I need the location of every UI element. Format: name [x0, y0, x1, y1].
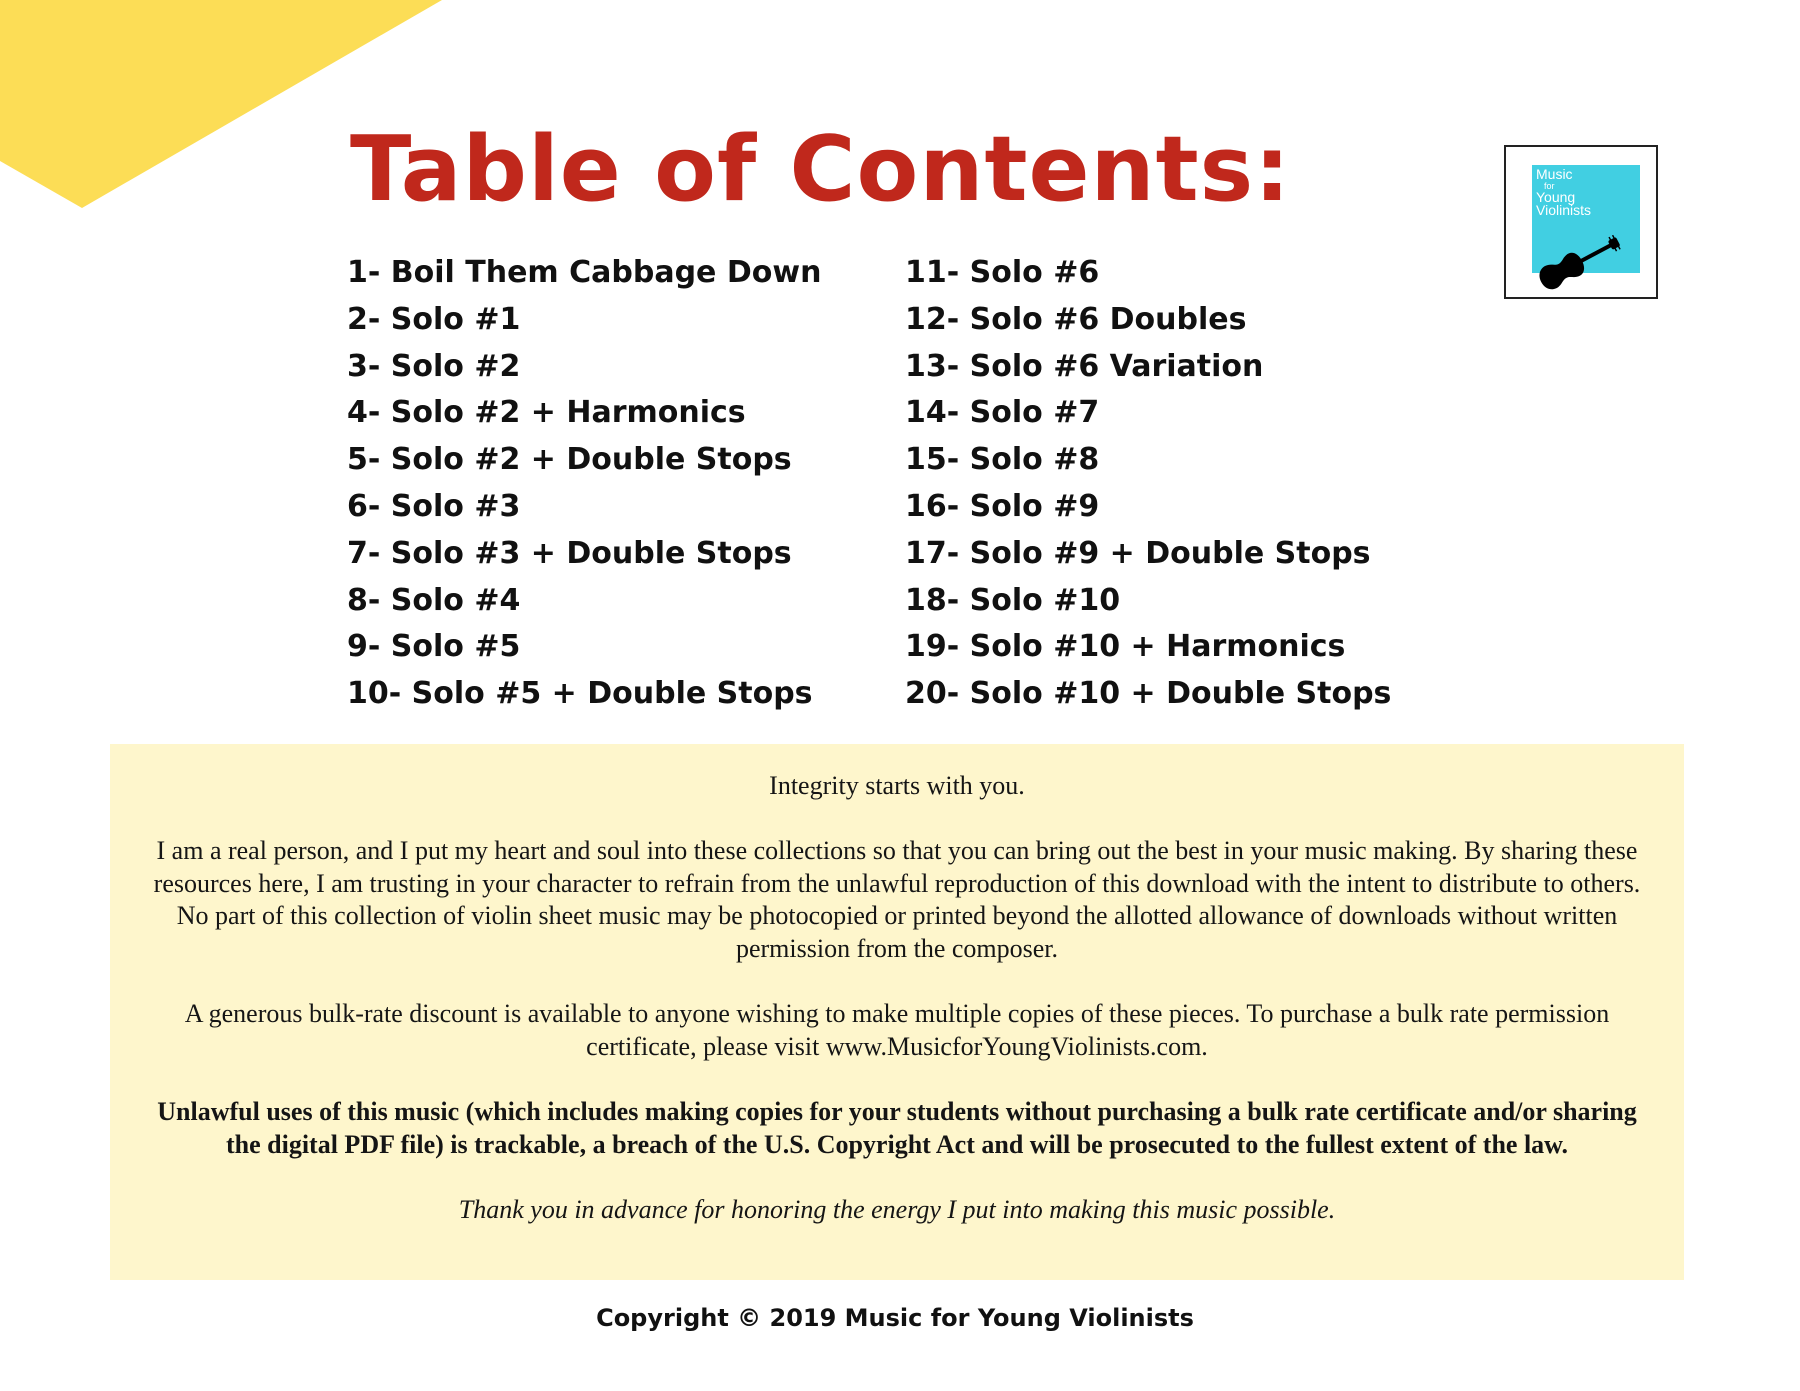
toc-item: 2- Solo #1: [347, 301, 521, 337]
logo-text: [1536, 168, 1591, 217]
toc-item: 6- Solo #3: [347, 488, 521, 524]
toc-item: 4- Solo #2 + Harmonics: [347, 395, 746, 431]
logo-line: Violinists: [1536, 202, 1591, 218]
toc-item: 8- Solo #4: [347, 582, 521, 618]
toc-item: 9- Solo #5: [347, 629, 521, 665]
toc-item: 5- Solo #2 + Double Stops: [347, 442, 792, 478]
toc-item: 12- Solo #6 Doubles: [905, 301, 1247, 337]
notice-paragraph: I am a real person, and I put my heart and soul into these collections so that you can bring out the best in your music making. By sharing these resources here, I am trusting in your character to refrain from the unlawful reproduction of this download with the intent to distribute to others. No part of this collection of violin sheet music may be photocopied or printed beyond the allotted allowance of downloads without written permission from the composer.: [153, 836, 1641, 963]
toc-item: 10- Solo #5 + Double Stops: [347, 676, 813, 712]
toc-item: 17- Solo #9 + Double Stops: [905, 535, 1371, 571]
toc-item: 1- Boil Them Cabbage Down: [347, 255, 822, 290]
logo: [1504, 145, 1658, 299]
toc-item: 14- Solo #7: [905, 395, 1100, 431]
copyright-footer: Copyright © 2019 Music for Young Violinists: [596, 1304, 1194, 1332]
toc-item: 13- Solo #6 Variation: [905, 348, 1264, 384]
toc-item: 7- Solo #3 + Double Stops: [347, 535, 792, 571]
toc-item: 16- Solo #9: [905, 488, 1100, 524]
toc-item: 11- Solo #6: [905, 255, 1100, 290]
toc-column-1: [347, 250, 821, 718]
toc-item: 3- Solo #2: [347, 348, 521, 384]
integrity-notice: [110, 744, 1684, 1280]
logo-line: Young: [1536, 189, 1576, 205]
toc-item: 15- Solo #8: [905, 442, 1100, 478]
notice-heading: Integrity starts with you.: [769, 771, 1025, 800]
page-title: Table of Contents:: [350, 117, 1292, 222]
logo-line: for: [1544, 181, 1555, 191]
toc-item: 20- Solo #10 + Double Stops: [905, 676, 1392, 712]
toc-column-2: [905, 250, 1391, 718]
notice-paragraph: A generous bulk-rate discount is available to anyone wishing to make multiple copies of these pieces. To purchase a bulk rate permission certificate, please visit www.MusicforYoungViolinists.com.: [184, 999, 1610, 1061]
toc-item: 18- Solo #10: [905, 582, 1121, 618]
toc-item: 19- Solo #10 + Harmonics: [905, 629, 1346, 665]
notice-warning: Unlawful uses of this music (which includes making copies for your students without purchasing a bulk rate certificate and/or sharing the digital PDF file) is trackable, a breach of the U.S. Copyright Act and will be prosecuted to the fullest extent of the law.: [157, 1096, 1637, 1159]
logo-line: Music: [1536, 166, 1573, 182]
notice-thanks: Thank you in advance for honoring the energy I put into making this music possible.: [458, 1194, 1336, 1224]
violin-icon: [1516, 221, 1636, 301]
